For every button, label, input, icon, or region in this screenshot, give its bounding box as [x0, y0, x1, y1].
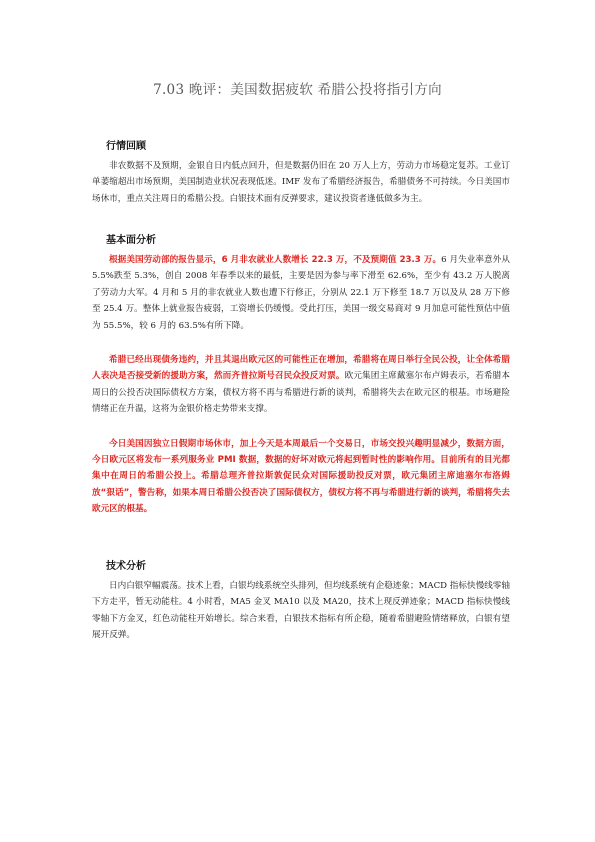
technical-paragraph: 日内白银窄幅震荡。技术上看，白银均线系统空头排列，但均线系统有企稳迹象；MACD 指标快慢线零轴下方走平，暂无动能柱。4 小时看，MA5 金叉 MA10 以及 MA20，技术上现反弹迹象；MACD 指标快慢线零轴下方金叉，红色动能柱开始增长。综合来看，白银技术指标有所企稳，随着希腊避险情绪释放，白银有望展开反弹。: [92, 581, 510, 641]
market-review-paragraph: 非农数据不及预期，金银自日内低点回升，但是数据仍旧在 20 万人上方，劳动力市场稳定复苏。工业订单萎缩超出市场预期，美国制造业状况表现低迷。IMF 发布了希腊经济报告，希腊债务不可持续。今日美国市场休市，重点关注周日的希腊公投。白银技术面有反弹要求，建议投资者逢低做多为主。: [92, 161, 510, 204]
market-review-section: [92, 137, 510, 207]
market-review-heading: 行情回顾: [106, 141, 146, 152]
fundamental-paragraph-3: [92, 436, 510, 518]
fundamental-paragraph-2: [92, 352, 510, 418]
technical-heading: 技术分析: [106, 561, 146, 572]
fundamental-paragraph-1: [92, 252, 510, 334]
fundamental-p1-text: 6 月失业率意外从 5.5%跌至 5.3%，创自 2008 年春季以来的最低，主要是因为参与率下滑至 62.6%，至少有 43.2 万人脱离了劳动力大军。4 月和 5 月的非农就业人数也遭下行修正，分别从 22.1 万下修至 18.7 万以及从 28 万下修至 25.4 万。整体上就业报告疲弱，工资增长仍缓慢。受此打压，美国一级交易商对 9 月加息可能性预估中值为 55.5%，较 6 月的 63.5%有所下降。: [92, 255, 510, 331]
fundamental-section: [92, 231, 510, 518]
fundamental-p3-highlight: 今日美国因独立日假期市场休市，加上今天是本周最后一个交易日，市场交投兴趣明显减少，数据方面，今日欧元区将发布一系列服务业 PMI 数据，数据的好坏对欧元将起到暂时性的影响作用。目前所有的目光都集中在周日的希腊公投上。希腊总理齐普拉斯敦促民众对国际援助投反对票，欧元集团主席迪塞尔布洛姆放“狠话”，警告称，如果本周日希腊公投否决了国际债权方，债权方将不再与希腊进行新的谈判，希腊将失去欧元区的根基。: [92, 438, 510, 515]
fundamental-p1-highlight: 根据美国劳动部的报告显示，6 月非农就业人数增长 22.3 万，不及预期值 23.3 万。: [109, 255, 442, 265]
fundamental-heading: 基本面分析: [106, 235, 156, 246]
page-title: 7.03 晚评：美国数据疲软 希腊公投将指引方向: [153, 82, 442, 98]
fundamental-p2-text: 欧元集团主席戴塞尔布卢姆表示，若希腊本周日的公投否决国际债权方方案，债权方将不再与希腊进行新的谈判，希腊将失去在欧元区的根基。市场避险情绪正在升温，这将为金银价格走势带来支撑。: [92, 371, 510, 415]
technical-section: [92, 557, 510, 644]
fundamental-p2-highlight: 希腊已经出现债务违约，并且其退出欧元区的可能性正在增加，希腊将在周日举行全民公投，让全体希腊人表决是否接受新的援助方案，然而齐普拉斯号召民众投反对票。: [92, 355, 510, 382]
